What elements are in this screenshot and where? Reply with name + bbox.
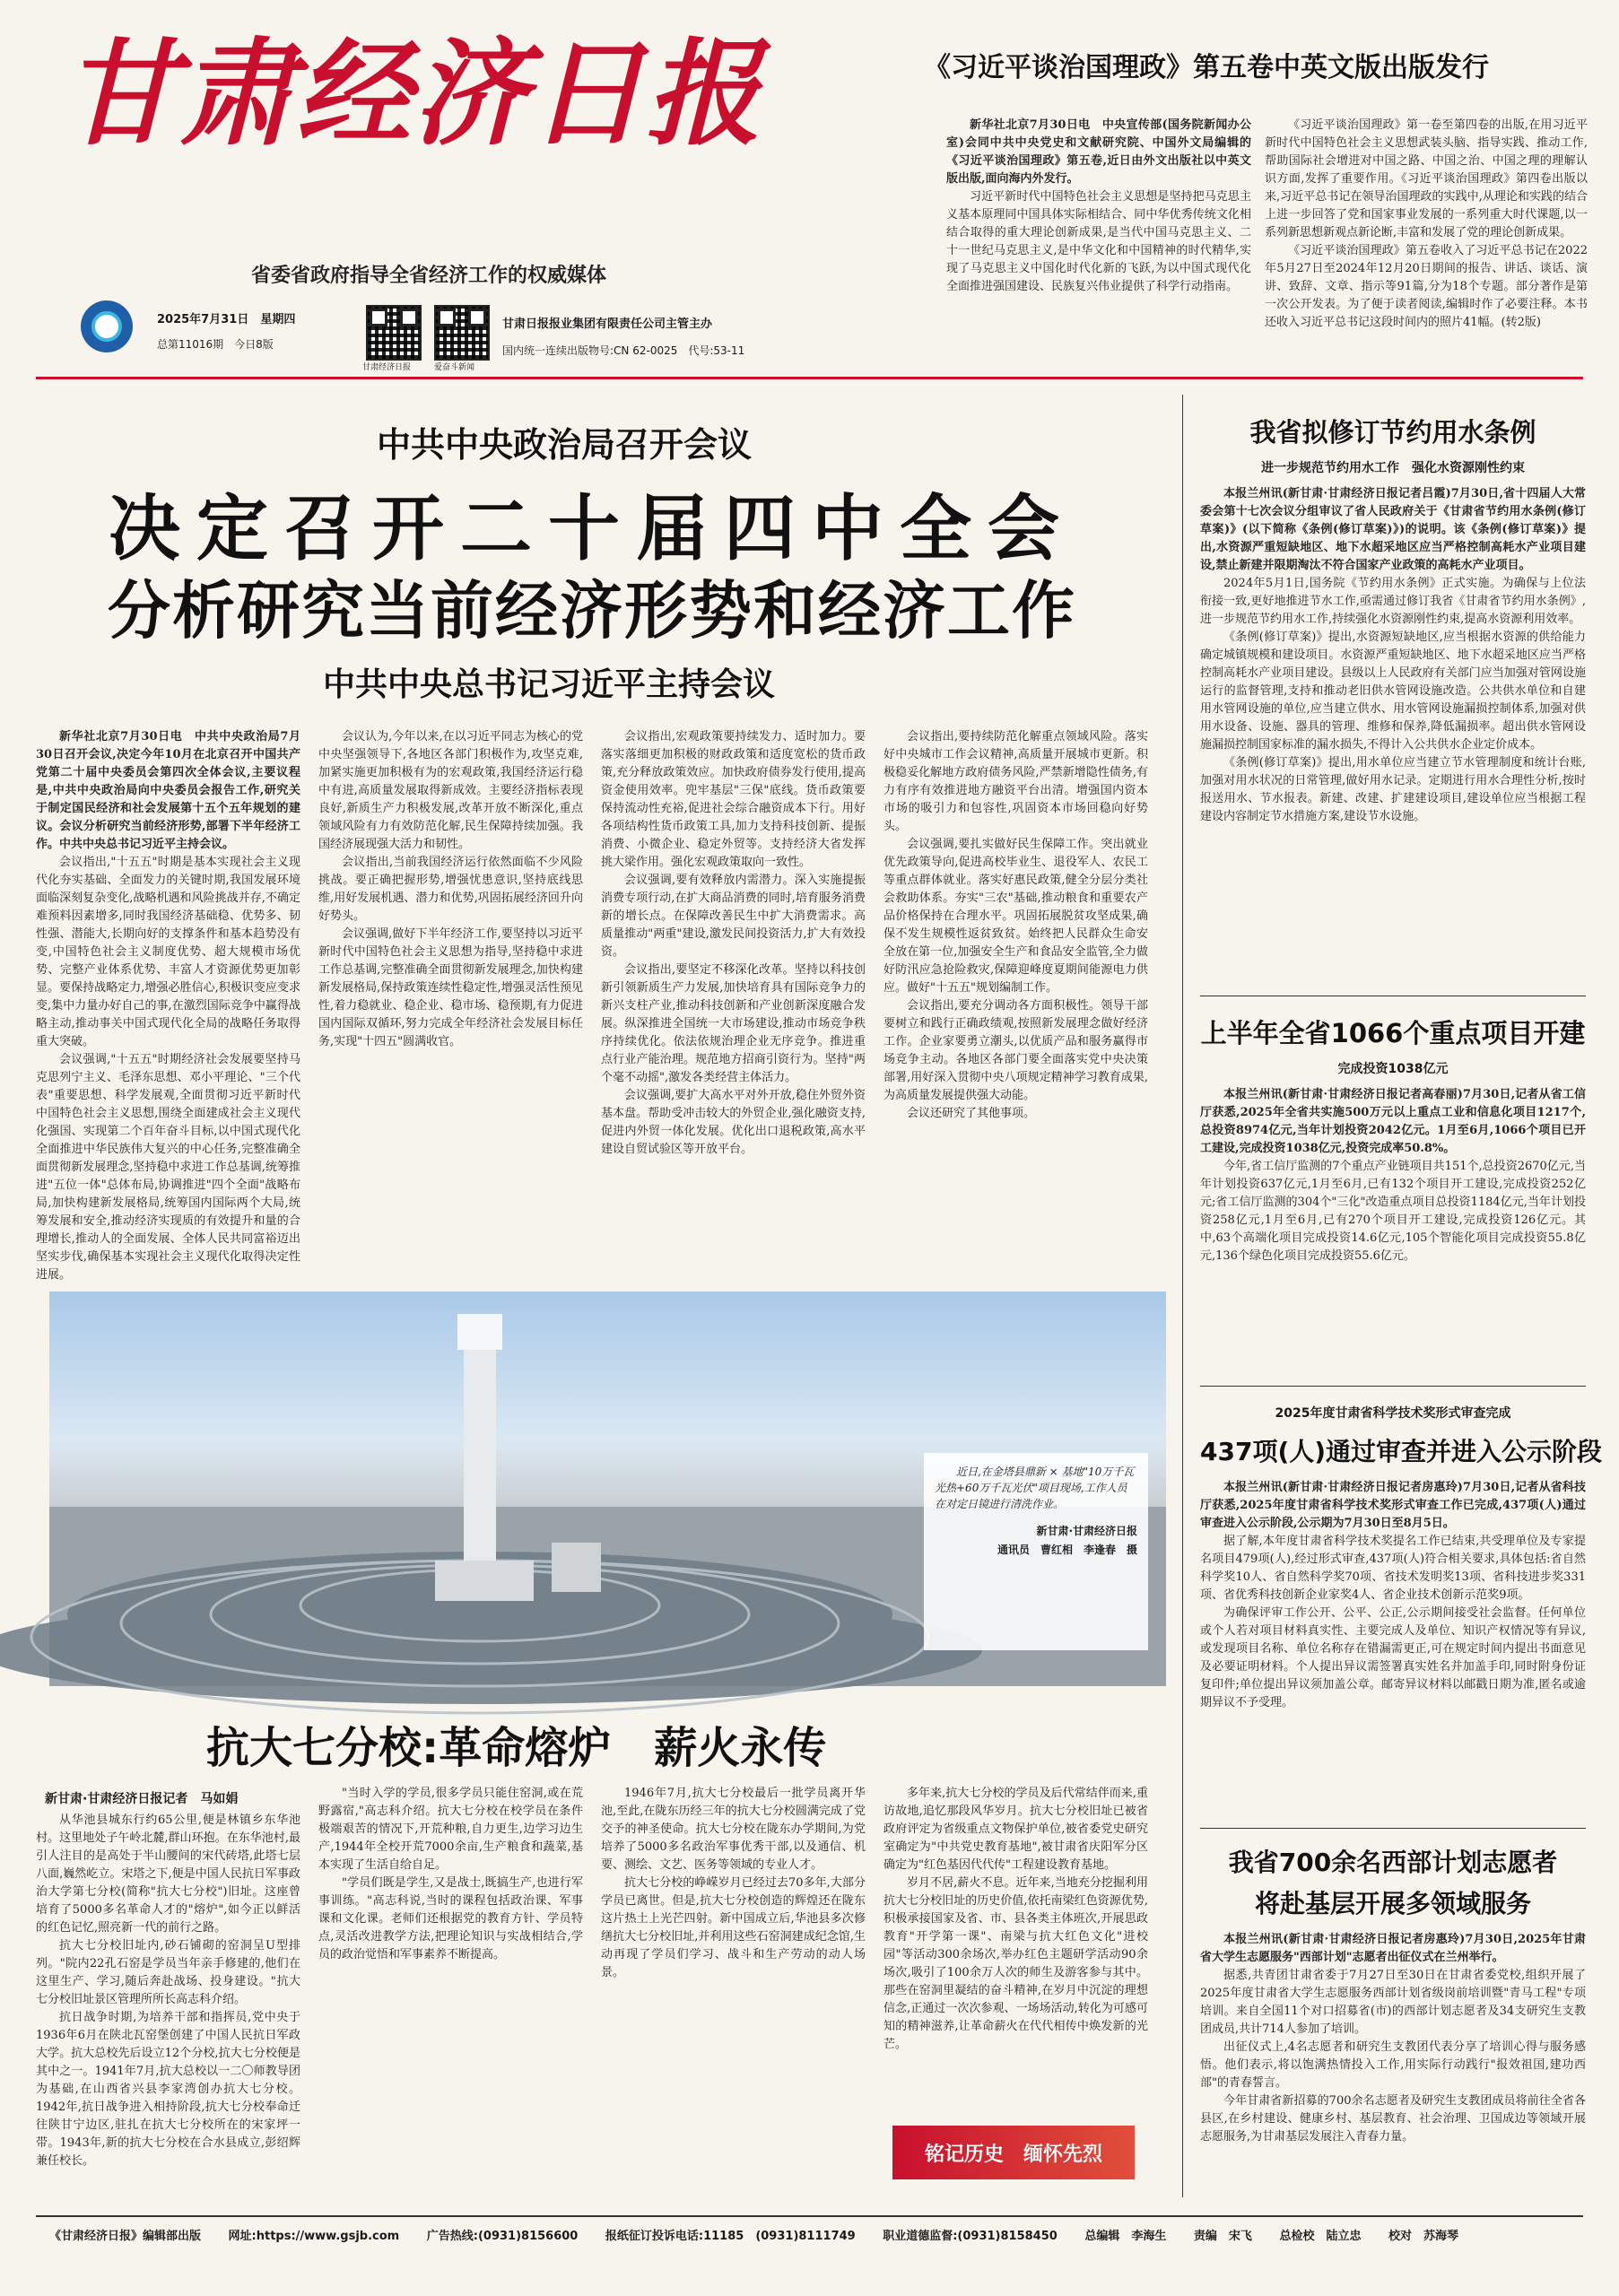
issue-date: 2025年7月31日 星期四 [157, 313, 296, 326]
feature-col-4 [883, 1785, 1148, 2117]
lead-headline-line2[interactable]: 分析研究当前经济形势和经济工作 [108, 574, 1076, 648]
top-story-col-2 [1265, 117, 1588, 386]
volunteers-paragraph: 本报兰州讯(新甘肃·甘肃经济日报记者房惠玲)7月30日,2025年甘肃省大学生志愿服务"西部计划"志愿者出征仪式在兰州举行。 [1200, 1933, 1586, 1964]
feature-story [36, 1704, 1148, 2206]
feature-paragraph: "学员们既是学生,又是战士,既搞生产,也进行军事训练。"高志科说,当时的课程包括政治课、军事课和文化课。老师们还根据党的教育方针、学员特点,灵活改进教学方法,把理论知识与实战相结合,学员的政治觉悟和军事素养不断提高。 [318, 1876, 583, 1961]
lead-subhead: 中共中央总书记习近平主持会议 [323, 666, 776, 703]
feature-paragraph: 从华池县城东行约65公里,便是林镇乡东华池村。这里地处子午岭北麓,群山环抱。在东华池村,最引人注目的是高处于半山腰间的宋代砖塔,此塔七层八面,巍然屹立。宋塔之下,便是中国人民抗日军事政治大学第七分校(简称"抗大七分校")旧址。这座曾培育了5000多名革命人才的"熔炉",如今正以鲜活的红色记忆,照亮新一代的前行之路。 [36, 1813, 300, 1935]
right-story-volunteers [1200, 1843, 1586, 2211]
water-body [1200, 485, 1586, 978]
memorial-banner [892, 2126, 1135, 2179]
lead-paragraph: 会议指出,要充分调动各方面积极性。领导干部要树立和践行正确政绩观,按照新发展理念做好经济工作。企业家要勇立潮头,以优质产品和服务赢得市场竞争主动。各地区各部门要全面落实党中央决策部署,用好深入贯彻中央八项规定精神学习教育成果,为高质量发展提供强大动能。 [883, 999, 1148, 1102]
projects-headline[interactable]: 上半年全省1066个重点项目开建 [1200, 1018, 1586, 1048]
lead-paragraph: 会议指出,当前我国经济运行依然面临不少风险挑战。要正确把握形势,增强忧患意识,坚持底线思维,用好发展机遇、潜力和优势,巩固拓展经济回升向好势头。 [318, 856, 583, 923]
memorial-banner-text: 铭记历史 缅怀先烈 [924, 2142, 1102, 2166]
footer-editor: 总编辑 李海生 [1084, 2230, 1167, 2243]
feature-paragraph: "当时入学的学员,很多学员只能住窑洞,或在荒野露宿,"高志科介绍。抗大七分校在校学员在条件极端艰苦的情况下,开荒种粮,自力更生,边学习边生产,1944年全校开荒7000余亩,生产粮食和蔬菜,基本实现了生活自给自足。 [318, 1787, 583, 1872]
projects-paragraph: 本报兰州讯(新甘肃·甘肃经济日报记者高春丽)7月30日,记者从省工信厅获悉,2025年全省共实施500万元以上重点工业和信息化项目1217个,总投资8974亿元,当年计划投资2042亿元。1月至6月,1066个项目已开工建设,完成投资1038亿元,投资完成率50.8%。 [1200, 1088, 1586, 1155]
projects-body [1200, 1086, 1586, 1382]
lead-col-3 [601, 728, 866, 1239]
lead-paragraph: 会议指出,宏观政策要持续发力、适时加力。要落实落细更加积极的财政政策和适度宽松的货币政策,充分释放政策效应。加快政府债券发行使用,提高资金使用效率。兜牢基层"三保"底线。货币政策要保持流动性充裕,促进社会综合融资成本下行。用好各项结构性货币政策工具,加力支持科技创新、提振消费、小微企业、稳定外贸等。支持经济大省发挥挑大梁作用。强化宏观政策取向一致性。 [601, 730, 866, 869]
right-column-divider [1182, 395, 1183, 2197]
qr2-caption: 爱奋斗新闻 [434, 363, 475, 372]
feature-col-2 [318, 1785, 583, 2188]
top-story-paragraph: 《习近平谈治国理政》第一卷至第四卷的出版,在用习近平新时代中国特色社会主义思想武装头脑、指导实践、推动工作,帮助国际社会增进对中国之路、中国之治、中国之理的理解认识方面,发挥了重要作用。《习近平谈治国理政》第四卷出版以来,习近平总书记在领导治国理政的实践中,从理论和实践的结合上进一步回答了党和国家事业发展的一系列重大时代课题,以一系列新思想新观点新论断,丰富和发展了党的理论创新成果。 [1265, 118, 1588, 239]
lead-paragraph: 会议强调,要扎实做好民生保障工作。突出就业优先政策导向,促进高校毕业生、退役军人、农民工等重点群体就业。落实好惠民政策,健全分层分类社会救助体系。夯实"三农"基础,推动粮食和重要农产品价格保持在合理水平。巩固拓展脱贫攻坚成果,确保不发生规模性返贫致贫。始终把人民群众生命安全放在第一位,加强安全生产和食品安全监管,全力做好防汛应急抢险救灾,保障迎峰度夏期间能源电力供应。做好"十五五"规划编制工作。 [883, 838, 1148, 995]
feature-paragraph: 抗大七分校的峥嵘岁月已经过去70多年,大部分学员已离世。但是,抗大七分校创造的辉煌还在陇东这片热土上光芒四射。新中国成立后,华池县多次修缮抗大七分校旧址,并利用这些石窑洞建成纪念馆,生动再现了学员们学习、战斗和生产劳动的动人场景。 [601, 1876, 866, 1979]
science-kicker: 2025年度甘肃省科学技术奖形式审查完成 [1275, 1406, 1511, 1421]
feature-paragraph: 抗大七分校旧址内,砂石铺砌的窑洞呈U型排列。"院内22孔石窑是学员当年亲手修建的,他们在这里生产、学习,随后奔赴战场、投身建设。"抗大七分校旧址景区管理所所长高志科介绍。 [36, 1939, 300, 2006]
serial-line: 国内统一连续出版物号:CN 62-0025 代号:53-11 [502, 344, 745, 357]
masthead [0, 0, 897, 372]
top-story [906, 36, 1597, 377]
photo-caption-box [924, 1453, 1148, 1650]
lead-paragraph: 会议强调,做好下半年经济工作,要坚持以习近平新时代中国特色社会主义思想为指导,坚持稳中求进工作总基调,完整准确全面贯彻新发展理念,加快构建新发展格局,保持政策连续性稳定性,增强灵活性预见性,着力稳就业、稳企业、稳市场、稳预期,有力促进国内国际双循环,努力完成全年经济社会发展目标任务,实现"十四五"圆满收官。 [318, 927, 583, 1048]
newspaper-logo [81, 300, 133, 352]
feature-col-1 [36, 1812, 300, 2188]
right-story-science [1200, 1404, 1603, 1816]
masthead-title: 甘肃经济日报 [63, 27, 763, 161]
volunteers-body [1200, 1931, 1586, 2218]
lead-paragraph: 会议强调,要扩大高水平对外开放,稳住外贸外资基本盘。帮助受冲击较大的外贸企业,强化融资支持,促进内外贸一体化发展。优化出口退税政策,高水平建设自贸试验区等开放平台。 [601, 1089, 866, 1156]
right-divider-3 [1200, 1828, 1586, 1829]
right-story-water [1200, 413, 1586, 987]
qr-code-wechat-icon[interactable] [434, 305, 490, 361]
science-paragraph: 为确保评审工作公开、公平、公正,公示期间接受社会监督。任何单位或个人若对项目材料真实性、主要完成人及单位、知识产权情况等有异议,或发现项目名称、单位名称存在错漏需更正,可在规定时间内提出书面意见及必要证明材料。个人提出异议需签署真实姓名并加盖手印,同时附身份证复印件;单位提出异议须加盖公章。邮寄异议材料以邮戳日期为准,匿名或逾期异议不予受理。 [1200, 1606, 1586, 1709]
volunteers-headline-line1[interactable]: 我省700余名西部计划志愿者 [1228, 1848, 1558, 1877]
lead-col-1 [36, 728, 300, 1282]
top-story-paragraph: 习近平新时代中国特色社会主义思想是坚持把马克思主义基本原理同中国具体实际相结合、同中华优秀传统文化相结合取得的重大理论创新成果,是当代中国马克思主义、二十一世纪马克思主义,是中华文化和中国精神的时代精华,实现了马克思主义中国化时代化新的飞跃,为以中国式现代化全面推进强国建设、民族复兴伟业提供了科学行动指南。 [946, 190, 1251, 293]
projects-paragraph: 今年,省工信厅监测的7个重点产业链项目共151个,总投资2670亿元,当年计划投资637亿元,1月至6月,已有132个项目开工建设,完成投资252亿元;省工信厅监测的304个"三化"改造重点项目总投资1184亿元,当年计划投资258亿元,1月至6月,已有270个项目开工建设,完成投资126亿元。其中,63个高端化项目完成投资14.6亿元,105个智能化项目完成投资55.8亿元,136个绿色化项目完成投资55.6亿元。 [1200, 1160, 1586, 1263]
feature-byline: 新甘肃·甘肃经济日报记者 马如娟 [45, 1792, 239, 1806]
water-subhead: 进一步规范节约用水工作 强化水资源刚性约束 [1261, 461, 1525, 475]
right-divider-2 [1200, 1386, 1586, 1387]
footer-complaint: 报纸征订投诉电话:11185 (0931)8111749 [605, 2230, 856, 2243]
lead-col-4 [883, 728, 1148, 1239]
solar-plant-photo[interactable] [49, 1292, 1166, 1686]
lead-kicker: 中共中央政治局召开会议 [377, 425, 753, 465]
feature-headline[interactable]: 抗大七分校:革命熔炉 薪火永传 [206, 1723, 827, 1773]
footer-website[interactable]: 网址:https://www.gsjb.com [228, 2230, 400, 2243]
lead-paragraph: 会议认为,今年以来,在以习近平同志为核心的党中央坚强领导下,各地区各部门积极作为,攻坚克难,加紧实施更加积极有为的宏观政策,我国经济运行稳中有进,高质量发展取得新成效。主要经济指标表现良好,新质生产力积极发展,改革开放不断深化,重点领域风险有力有效防范化解,民生保障持续加强。我国经济展现强大活力和韧性。 [318, 730, 583, 851]
footer-rule [36, 2215, 1583, 2217]
feature-paragraph: 1946年7月,抗大七分校最后一批学员离开华池,至此,在陇东历经三年的抗大七分校圆满完成了党交予的神圣使命。抗大七分校在陇东办学期间,为党培养了5000多名政治军事优秀干部,以及通信、机要、测绘、文艺、医务等领域的专业人才。 [601, 1787, 866, 1872]
science-headline[interactable]: 437项(人)通过审查并进入公示阶段 [1200, 1437, 1603, 1466]
lead-paragraph: 会议指出,要坚定不移深化改革。坚持以科技创新引领新质生产力发展,加快培育具有国际竞争力的新兴支柱产业,推动科技创新和产业创新深度融合发展。纵深推进全国统一大市场建设,推动市场竞争秩序持续优化。依法依规治理企业无序竞争。推进重点行业产能治理。规范地方招商引资行为。坚持"两个毫不动摇",激发各类经营主体活力。 [601, 963, 866, 1084]
logo-inner-icon [91, 311, 122, 342]
right-story-projects [1200, 1013, 1586, 1372]
footer-paper: 《甘肃经济日报》编辑部出版 [49, 2230, 202, 2243]
photo-caption: 近日,在金塔县鼎新 × 基地"10万千瓦光热+60万千瓦光伏"项目现场,工作人员在对定日镜进行清洗作业。 [935, 1465, 1135, 1510]
volunteers-paragraph: 据悉,共青团甘肃省委于7月27日至30日在甘肃省委党校,组织开展了2025年度甘肃省大学生志愿服务西部计划省级岗前培训暨"青马工程"专项培训。来自全国11个对口招募省(市)的西部计划志愿者及34支研究生支教团成员,共计714人参加了培训。 [1200, 1969, 1586, 2036]
top-story-headline[interactable]: 《习近平谈治国理政》第五卷中英文版出版发行 [924, 52, 1489, 83]
top-story-paragraph: 新华社北京7月30日电 中央宣传部(国务院新闻办公室)会同中共中央党史和文献研究院、中国外文局编辑的《习近平谈治国理政》第五卷,近日由外文出版社以中英文版出版,面向海内外发行。 [946, 118, 1251, 186]
feature-col-3 [601, 1785, 866, 2188]
top-story-col-1 [946, 117, 1251, 386]
feature-paragraph: 多年来,抗大七分校的学员及后代常结伴而来,重访故地,追忆那段风华岁月。抗大七分校旧址已被省政府评定为省级重点文物保护单位,被省委党史研究室确定为"中共党史教育基地",被甘肃省庆阳军分区确定为"红色基因代代传"工程建设教育基地。 [883, 1787, 1148, 1872]
science-body [1200, 1479, 1586, 1820]
footer-checker: 总检校 陆立忠 [1279, 2230, 1362, 2243]
issue-number: 总第11016期 今日8版 [157, 338, 274, 351]
publisher-line: 甘肃日报报业集团有限责任公司主管主办 [502, 317, 713, 331]
lead-paragraph: 会议强调,"十五五"时期经济社会发展要坚持马克思列宁主义、毛泽东思想、邓小平理论、"三个代表"重要思想、科学发展观,全面贯彻习近平新时代中国特色社会主义思想,围绕全面建成社会主义现代化强国、实现第二个百年奋斗目标,以中国式现代化全面推进中华民族伟大复兴的中心任务,完整准确全面贯彻新发展理念,坚持稳中求进工作总基调,统筹推进"五位一体"总体布局,协调推进"四个全面"战略布局,加快构建新发展格局,统筹国内国际两个大局,统筹发展和安全,推动经济实现质的有效提升和量的合理增长,推动人的全面发展、全体人民共同富裕迈出坚实步伐,确保基本实现社会主义现代化取得决定性进展。 [36, 1053, 300, 1282]
lead-paragraph: 会议指出,"十五五"时期是基本实现社会主义现代化夯实基础、全面发力的关键时期,我国发展环境面临深刻复杂变化,战略机遇和风险挑战并存,不确定难预料因素增多,同时我国经济基础稳、优势多、韧性强、潜能大,长期向好的支撑条件和基本趋势没有变,中国特色社会主义制度优势、超大规模市场优势、完整产业体系优势、丰富人才资源优势更加彰显。要保持战略定力,增强必胜信心,积极识变应变求变,集中力量办好自己的事,在激烈国际竞争中赢得战略主动,推动事关中国式现代化全局的战略任务取得重大突破。 [36, 856, 300, 1048]
masthead-divider [36, 377, 1583, 379]
water-paragraph: 《条例(修订草案)》提出,水资源短缺地区,应当根据水资源的供给能力确定城镇规模和建设项目。水资源严重短缺地区、地下水超采地区应当严格控制高耗水产业项目建设。县级以上人民政府有关部门应当加强对管网设施运行的监督管理,支持和推动老旧供水管网设施改造。公共供水单位和自建用水管网设施的单位,应当建立供水、用水管网设施漏损控制体系,加强对供用水设备、设施、器具的管理、维修和保养,降低漏损率。超出供水管网设施漏损控制国家标准的漏水损失,不得计入公共供水企业定价成本。 [1200, 631, 1586, 752]
footer-proof: 校对 苏海琴 [1388, 2230, 1459, 2243]
feature-paragraph: 岁月不居,薪火不息。近年来,当地充分挖掘利用抗大七分校旧址的历史价值,依托南梁红色资源优势,积极承接国家及省、市、县各类主体班次,开展思政教育"开学第一课"、南梁与抗大红色文化"进校园"等活动300余场次,举办红色主题研学活动90余场次,吸引了100余万人次的师生及游客参与其中。那些在窑洞里凝结的奋斗精神,在岁月中沉淀的理想信念,正通过一次次参观、一场场活动,转化为可感可知的精神滋养,让革命薪火在代代相传中焕发新的光芒。 [883, 1876, 1148, 2051]
footer-ad-hotline: 广告热线:(0931)8156600 [426, 2230, 579, 2243]
lead-col-2 [318, 728, 583, 1239]
footer [49, 2226, 1583, 2243]
lead-headline-line1[interactable]: 决定召开二十届四中全会 [109, 487, 1075, 570]
water-headline[interactable]: 我省拟修订节约用水条例 [1249, 417, 1536, 448]
feature-paragraph: 抗日战争时期,为培养干部和指挥员,党中央于1936年6月在陕北瓦窑堡创建了中国人民抗日军政大学。抗大总校先后设立12个分校,抗大七分校便是其中之一。1941年7月,抗大总校以一二〇师教导团为基础,在山西省兴县李家湾创办抗大七分校。1942年,抗日战争进入相持阶段,抗大七分校奉命迁往陕甘宁边区,驻扎在抗大七分校所在的宋家坪一带。1943年,新的抗大七分校在合水县成立,彭绍辉兼任校长。 [36, 2011, 300, 2168]
lead-story [36, 395, 1148, 1282]
top-story-paragraph: 《习近平谈治国理政》第五卷收入了习近平总书记在2022年5月27日至2024年12月20日期间的报告、讲话、谈话、演讲、致辞、文章、指示等91篇,分为18个专题。部分著作是第一次公开发表。为了便于读者阅读,编辑时作了必要注释。本书还收入习近平总书记这段时间内的照片41幅。(转2版) [1265, 244, 1588, 329]
qr-code-app-icon[interactable] [366, 305, 422, 361]
water-paragraph: 《条例(修订草案)》提出,用水单位应当建立节水管理制度和统计台账,加强对用水状况的日常管理,做好用水记录。定期进行用水合理性分析,按时报送用水、节水报表。新建、改建、扩建建设项目,建设单位应当根据工程建设内容制定节水措施方案,建设节水设施。 [1200, 756, 1586, 823]
volunteers-paragraph: 出征仪式上,4名志愿者和研究生支教团代表分享了培训心得与服务感悟。他们表示,将以饱满热情投入工作,用实际行动践行"报效祖国,建功西部"的青春誓言。 [1200, 2040, 1586, 2090]
footer-career: 职业道德监督:(0931)8158450 [883, 2230, 1058, 2243]
lead-paragraph: 会议还研究了其他事项。 [907, 1107, 1036, 1120]
footer-chief: 责编 宋飞 [1193, 2230, 1252, 2243]
lead-paragraph: 会议指出,要持续防范化解重点领域风险。落实好中央城市工作会议精神,高质量开展城市更新。积极稳妥化解地方政府债务风险,严禁新增隐性债务,有力有序有效推进地方融资平台出清。增强国内资本市场的吸引力和包容性,巩固资本市场回稳向好势头。 [883, 730, 1148, 833]
science-paragraph: 据了解,本年度甘肃省科学技术奖提名工作已结束,共受理单位及专家提名项目479项(人),经过形式审查,437项(人)符合相关要求,具体包括:省自然科学奖10人、省自然科学奖70项、省技术发明奖13项、省科技进步奖331项、省优秀科技创新企业家奖4人、省企业技术创新示范奖9项。 [1200, 1535, 1586, 1602]
water-paragraph: 本报兰州讯(新甘肃·甘肃经济日报记者吕霞)7月30日,省十四届人大常委会第十七次会议分组审议了省人民政府关于《甘肃省节约用水条例(修订草案)》(以下简称《条例(修订草案)》)的说明。该《条例(修订草案)》提出,水资源严重短缺地区、地下水超采地区应当严格控制高耗水产业项目建设,禁止新建并限期淘汰不符合国家产业政策的高耗水产业项目。 [1200, 487, 1586, 572]
qr1-caption: 甘肃经济日报 [362, 363, 412, 372]
lead-paragraph: 新华社北京7月30日电 中共中央政治局7月30日召开会议,决定今年10月在北京召开中国共产党第二十届中央委员会第四次全体会议,主要议程是,中共中央政治局向中央委员会报告工作,研究关于制定国民经济和社会发展第十五个五年规划的建议。会议分析研究当前经济形势,部署下半年经济工作。中共中央总书记习近平主持会议。 [36, 730, 300, 851]
masthead-slogan: 省委省政府指导全省经济工作的权威媒体 [251, 265, 607, 287]
lead-paragraph: 会议强调,要有效释放内需潜力。深入实施提振消费专项行动,在扩大商品消费的同时,培育服务消费新的增长点。在保障改善民生中扩大消费需求。高质量推动"两重"建设,激发民间投资活力,扩大有效投资。 [601, 874, 866, 959]
photo-credit-line1: 新甘肃·甘肃经济日报 [1036, 1525, 1137, 1537]
volunteers-paragraph: 今年甘肃省新招募的700余名志愿者及研究生支教团成员将前往全省各县区,在乡村建设、健康乡村、基层教育、社会治理、卫国成边等领域开展志愿服务,为甘肃基层发展注入青春力量。 [1200, 2094, 1586, 2144]
water-paragraph: 2024年5月1日,国务院《节约用水条例》正式实施。为确保与上位法衔接一致,更好地推进节水工作,亟需通过修订我省《甘肃省节约用水条例》,进一步规范节约用水工作,持续强化水资源刚性约束,提高水资源利用效率。 [1200, 577, 1586, 626]
volunteers-headline-line2[interactable]: 将赴基层开展多领域服务 [1254, 1889, 1531, 1918]
photo-credit-line2: 通讯员 曹红相 李逢春 摄 [997, 1544, 1137, 1556]
science-paragraph: 本报兰州讯(新甘肃·甘肃经济日报记者房惠玲)7月30日,记者从省科技厅获悉,2025年度甘肃省科学技术奖形式审查工作已完成,437项(人)通过审查进入公示阶段,公示期为7月30日至8月5日。 [1200, 1481, 1586, 1530]
projects-subhead: 完成投资1038亿元 [1337, 1062, 1449, 1076]
